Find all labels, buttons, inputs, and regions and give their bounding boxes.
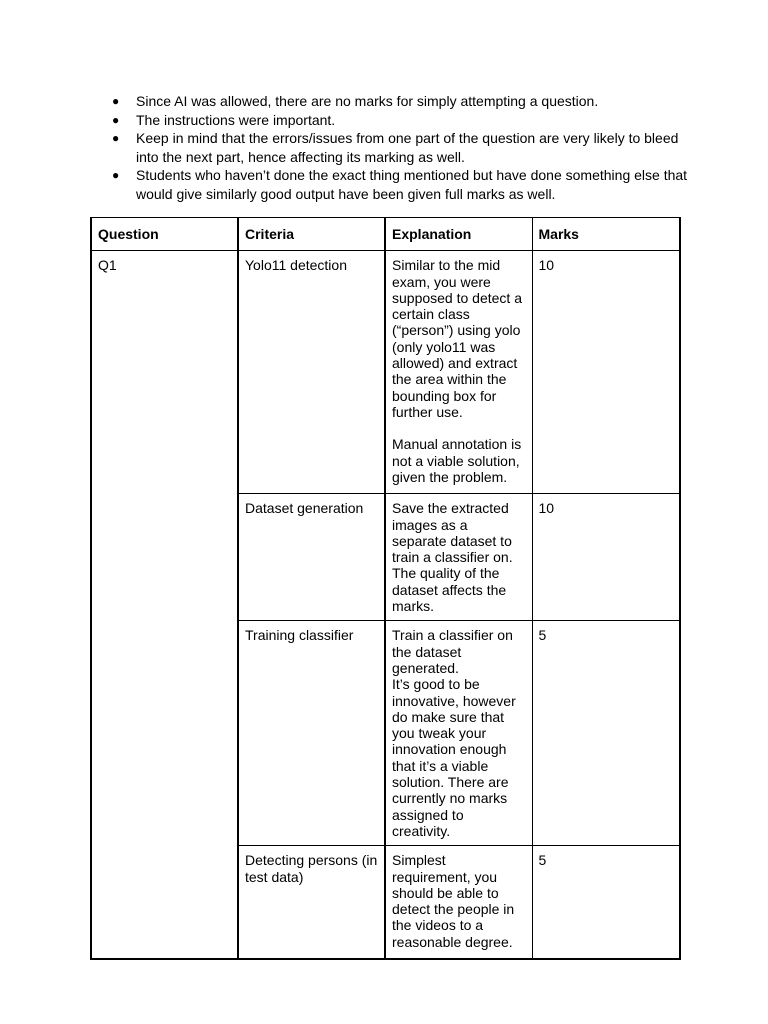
explanation-cell	[385, 494, 532, 621]
marks-cell: 5	[532, 846, 680, 959]
marking-rubric-table	[90, 217, 681, 960]
header-explanation: Explanation	[385, 218, 532, 251]
criteria-cell: Training classifier	[238, 621, 385, 846]
marks-cell: 10	[532, 251, 680, 494]
criteria-cell: Detecting persons (in test data)	[238, 846, 385, 959]
explanation-text: It’s good to be innovative, however do make sure that you tweak your innovation enough that it’s a viable solution. There are currently no marks assigned to creativity.	[392, 676, 516, 839]
note-text: Students who haven’t done the exact thing mentioned but have done something else that would give similarly good output have been given full marks as well.	[136, 167, 688, 202]
header-marks: Marks	[532, 218, 680, 251]
note-text: The instructions were important.	[136, 111, 336, 128]
bullet-icon: ●	[112, 94, 120, 108]
explanation-cell	[385, 846, 532, 959]
bullet-icon: ●	[112, 131, 120, 145]
table-header-row	[91, 218, 680, 251]
explanation-text: Train a classifier on the dataset generated.	[392, 627, 513, 676]
list-item	[112, 92, 692, 111]
instructions-list	[112, 92, 692, 203]
header-criteria: Criteria	[238, 218, 385, 251]
list-item	[112, 111, 692, 130]
explanation-text: Manual annotation is not a viable solution, given the problem.	[392, 436, 522, 485]
criteria-cell: Dataset generation	[238, 494, 385, 621]
marks-cell: 10	[532, 494, 680, 621]
explanation-cell	[385, 621, 532, 846]
explanation-text: Save the extracted images as a separate dataset to train a classifier on. The quality of the dataset affects the marks.	[392, 500, 513, 615]
explanation-cell	[385, 251, 532, 494]
explanation-text: Similar to the mid exam, you were supposed to detect a certain class (“person”) using yolo (only yolo11 was allowed) and extract the area within the bounding box for further use.	[392, 257, 522, 420]
bullet-icon: ●	[112, 112, 120, 127]
criteria-cell: Yolo11 detection	[238, 251, 385, 494]
explanation-text: Simplest requirement, you should be able to detect the people in the videos to a reasonable degree.	[392, 852, 515, 950]
note-text: Since AI was allowed, there are no marks for simply attempting a question.	[136, 93, 599, 109]
table-row	[91, 251, 680, 494]
list-item	[112, 129, 692, 166]
question-cell: Q1	[91, 251, 238, 959]
marks-cell: 5	[532, 621, 680, 846]
list-item	[112, 166, 692, 203]
header-question: Question	[91, 218, 238, 251]
bullet-icon: ●	[112, 168, 120, 182]
note-text: Keep in mind that the errors/issues from one part of the question are very likely to bleed into the next part, hence affecting its marking as well.	[136, 130, 679, 165]
